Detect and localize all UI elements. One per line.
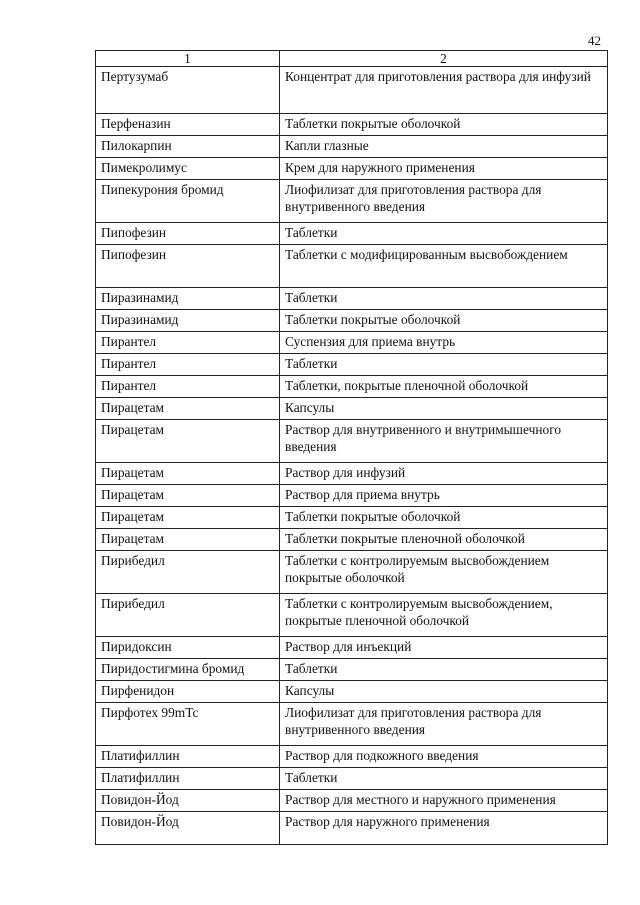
table-row — [96, 354, 608, 376]
dosage-form-cell: Таблетки — [280, 288, 608, 310]
table-body — [96, 67, 608, 845]
drug-name-cell: Пирацетам — [96, 507, 280, 529]
dosage-form-cell: Таблетки — [280, 659, 608, 681]
table-row — [96, 376, 608, 398]
table-row — [96, 703, 608, 746]
table-row — [96, 158, 608, 180]
dosage-form-cell: Раствор для приема внутрь — [280, 485, 608, 507]
table-row — [96, 463, 608, 485]
table-row — [96, 245, 608, 288]
dosage-form-cell: Таблетки покрытые оболочкой — [280, 310, 608, 332]
dosage-form-cell: Раствор для инъекций — [280, 637, 608, 659]
drug-name-cell: Пирантел — [96, 376, 280, 398]
drug-name-cell: Пирфотех 99mTc — [96, 703, 280, 746]
dosage-form-cell: Таблетки, покрытые пленочной оболочкой — [280, 376, 608, 398]
dosage-form-cell: Капсулы — [280, 398, 608, 420]
drug-name-cell: Пирибедил — [96, 551, 280, 594]
dosage-form-cell: Капли глазные — [280, 136, 608, 158]
dosage-form-cell: Лиофилизат для приготовления раствора для внутривенного введения — [280, 180, 608, 223]
dosage-form-cell: Раствор для наружного применения — [280, 812, 608, 845]
dosage-form-cell: Лиофилизат для приготовления раствора для внутривенного введения — [280, 703, 608, 746]
drug-name-cell: Пиридостигмина бромид — [96, 659, 280, 681]
table-row — [96, 681, 608, 703]
table-row — [96, 223, 608, 245]
drug-name-cell: Пиридоксин — [96, 637, 280, 659]
drug-name-cell: Пирацетам — [96, 529, 280, 551]
drug-name-cell: Пилокарпин — [96, 136, 280, 158]
table-row — [96, 114, 608, 136]
dosage-form-cell: Суспензия для приема внутрь — [280, 332, 608, 354]
dosage-form-cell: Таблетки покрытые пленочной оболочкой — [280, 529, 608, 551]
table-row — [96, 746, 608, 768]
column-header-1: 1 — [96, 51, 280, 67]
table-row — [96, 551, 608, 594]
dosage-form-cell: Раствор для местного и наружного применения — [280, 790, 608, 812]
drug-name-cell: Пипофезин — [96, 245, 280, 288]
drug-name-cell: Пирацетам — [96, 420, 280, 463]
drug-name-cell: Повидон-Йод — [96, 790, 280, 812]
table-row — [96, 332, 608, 354]
drug-name-cell: Пимекролимус — [96, 158, 280, 180]
table-row — [96, 659, 608, 681]
table-row — [96, 180, 608, 223]
dosage-form-cell: Таблетки покрытые оболочкой — [280, 114, 608, 136]
page-number: 42 — [588, 33, 601, 48]
drug-name-cell: Повидон-Йод — [96, 812, 280, 845]
table-row — [96, 790, 608, 812]
drug-name-cell: Платифиллин — [96, 746, 280, 768]
drug-name-cell: Пипофезин — [96, 223, 280, 245]
table-row — [96, 67, 608, 114]
drug-name-cell: Пирацетам — [96, 463, 280, 485]
dosage-form-cell: Таблетки — [280, 223, 608, 245]
drug-name-cell: Пиразинамид — [96, 288, 280, 310]
dosage-form-cell: Таблетки с модифицированным высвобождением — [280, 245, 608, 288]
table-header-row — [96, 51, 608, 67]
dosage-form-cell: Крем для наружного применения — [280, 158, 608, 180]
drug-name-cell: Пирацетам — [96, 398, 280, 420]
dosage-form-cell: Концентрат для приготовления раствора для инфузий — [280, 67, 608, 114]
drug-name-cell: Пирантел — [96, 354, 280, 376]
table-row — [96, 812, 608, 845]
drug-name-cell: Пирибедил — [96, 594, 280, 637]
table-row — [96, 420, 608, 463]
drug-name-cell: Пиразинамид — [96, 310, 280, 332]
table-row — [96, 507, 608, 529]
table-row — [96, 288, 608, 310]
table-row — [96, 485, 608, 507]
drug-name-cell: Перфеназин — [96, 114, 280, 136]
drug-name-cell: Пирацетам — [96, 485, 280, 507]
column-header-2: 2 — [280, 51, 608, 67]
dosage-form-cell: Раствор для внутривенного и внутримышечного введения — [280, 420, 608, 463]
drug-name-cell: Пипекурония бромид — [96, 180, 280, 223]
dosage-form-cell: Таблетки — [280, 354, 608, 376]
dosage-form-cell: Таблетки — [280, 768, 608, 790]
table-row — [96, 310, 608, 332]
dosage-form-cell: Капсулы — [280, 681, 608, 703]
drug-table — [95, 50, 608, 845]
dosage-form-cell: Таблетки покрытые оболочкой — [280, 507, 608, 529]
table-row — [96, 529, 608, 551]
table-row — [96, 398, 608, 420]
drug-name-cell: Пертузумаб — [96, 67, 280, 114]
dosage-form-cell: Таблетки с контролируемым высвобождением покрытые оболочкой — [280, 551, 608, 594]
drug-name-cell: Пирантел — [96, 332, 280, 354]
table-row — [96, 637, 608, 659]
dosage-form-cell: Раствор для инфузий — [280, 463, 608, 485]
drug-name-cell: Платифиллин — [96, 768, 280, 790]
table-row — [96, 594, 608, 637]
table-row — [96, 136, 608, 158]
table-row — [96, 768, 608, 790]
drug-name-cell: Пирфенидон — [96, 681, 280, 703]
dosage-form-cell: Таблетки с контролируемым высвобождением, покрытые пленочной оболочкой — [280, 594, 608, 637]
dosage-form-cell: Раствор для подкожного введения — [280, 746, 608, 768]
